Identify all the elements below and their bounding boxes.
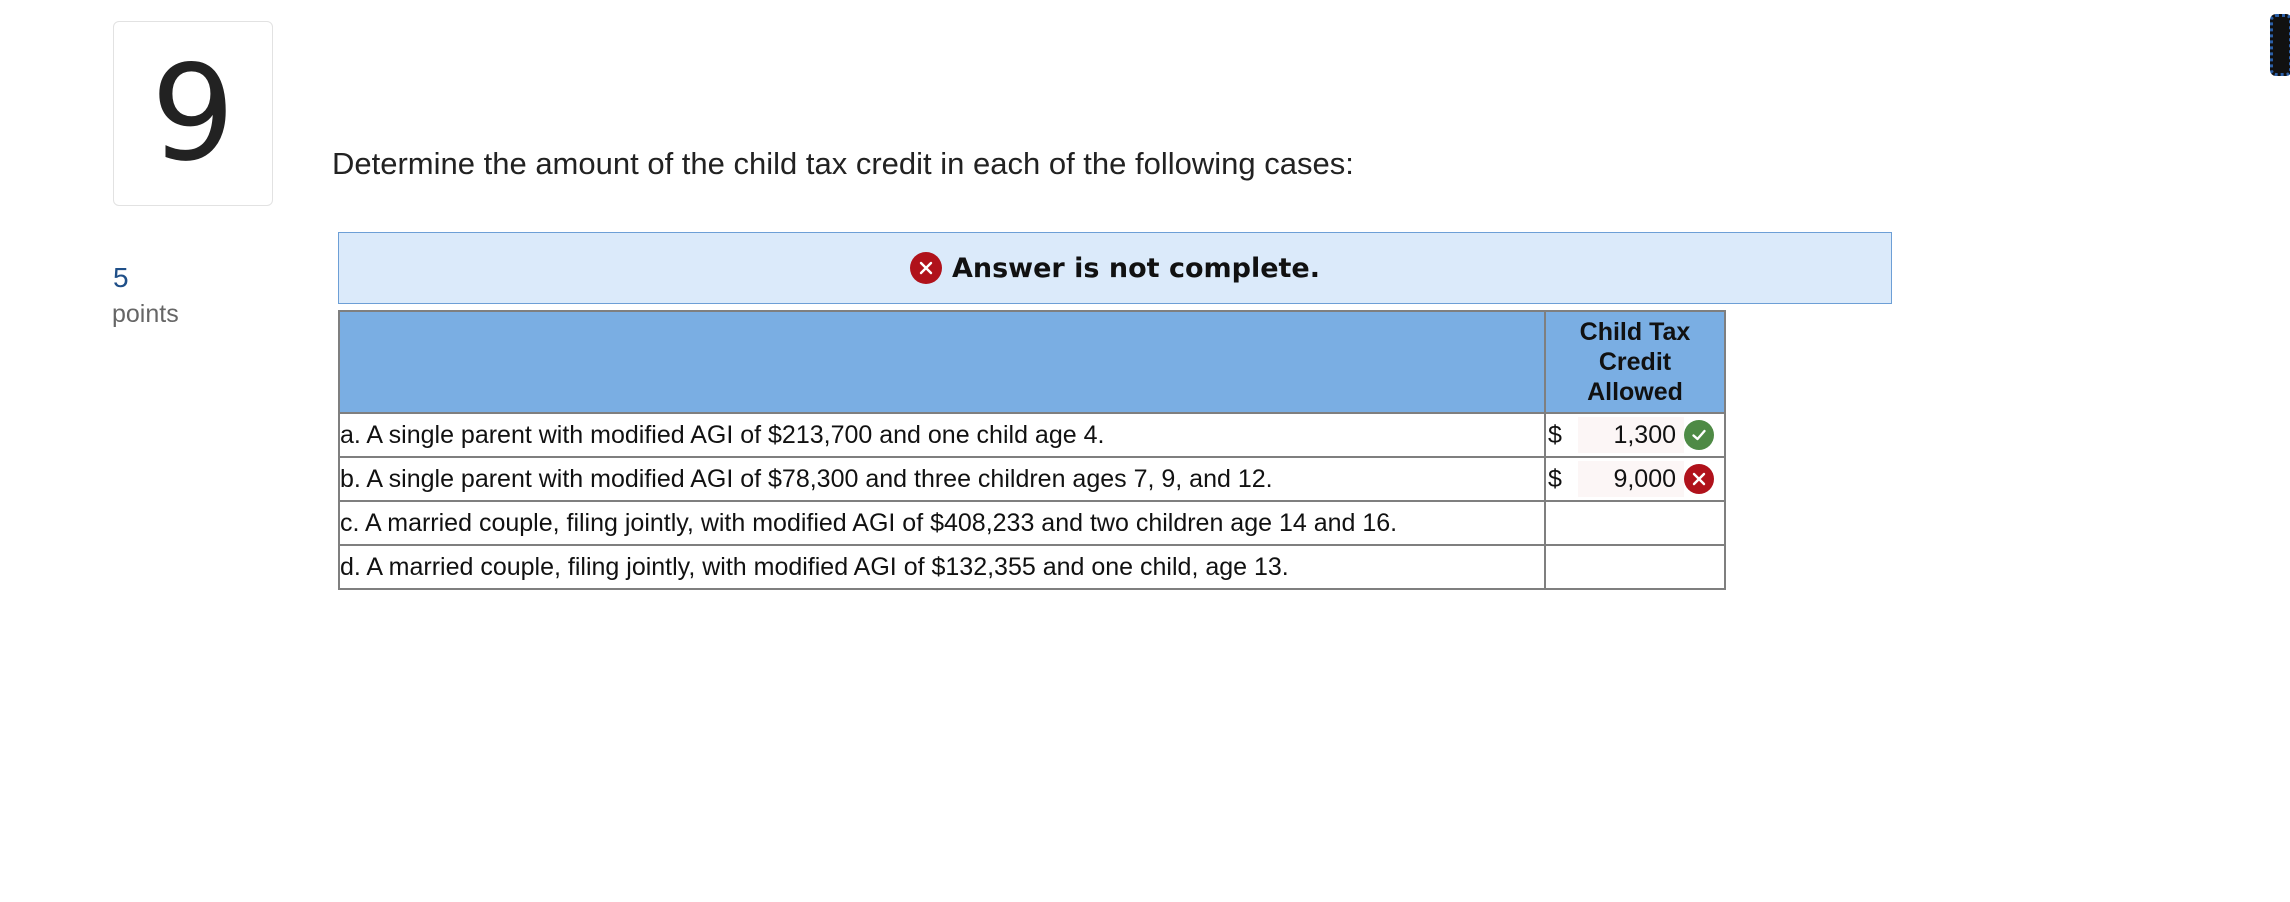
currency-symbol: $ [1548, 420, 1562, 449]
amount-input[interactable] [1545, 545, 1725, 589]
amount-input[interactable]: 1,300 [1578, 417, 1684, 453]
row-description: c. A married couple, filing jointly, with modified AGI of $408,233 and two children age 14 and 16. [339, 501, 1545, 545]
table-row [339, 501, 1725, 545]
answer-status-text: Answer is not complete. [951, 252, 1321, 284]
question-number-box [113, 21, 273, 206]
question-prompt: Determine the amount of the child tax credit in each of the following cases: [332, 146, 1354, 181]
amount-input[interactable]: 9,000 [1578, 461, 1684, 497]
answer-status-banner [338, 232, 1892, 304]
amount-input[interactable] [1545, 501, 1725, 545]
answer-table [338, 310, 1726, 590]
question-number: 9 [151, 36, 235, 191]
column-header-child-tax-credit: Child Tax Credit Allowed [1545, 311, 1725, 413]
x-circle-icon [1684, 464, 1714, 494]
table-row [339, 545, 1725, 589]
points-label: points [112, 300, 179, 328]
table-header-row [339, 311, 1725, 413]
currency-symbol: $ [1548, 464, 1562, 493]
table-row [339, 457, 1725, 501]
scroll-handle[interactable] [2270, 14, 2290, 76]
check-circle-icon [1684, 420, 1714, 450]
row-description: d. A married couple, filing jointly, with modified AGI of $132,355 and one child, age 13. [339, 545, 1545, 589]
amount-cell [1545, 457, 1725, 501]
amount-cell [1545, 413, 1725, 457]
row-description: a. A single parent with modified AGI of $213,700 and one child age 4. [339, 413, 1545, 457]
row-description: b. A single parent with modified AGI of $78,300 and three children ages 7, 9, and 12. [339, 457, 1545, 501]
x-circle-icon [910, 252, 942, 284]
table-row [339, 413, 1725, 457]
points-value: 5 [113, 262, 129, 293]
blank-header-cell [339, 311, 1545, 413]
